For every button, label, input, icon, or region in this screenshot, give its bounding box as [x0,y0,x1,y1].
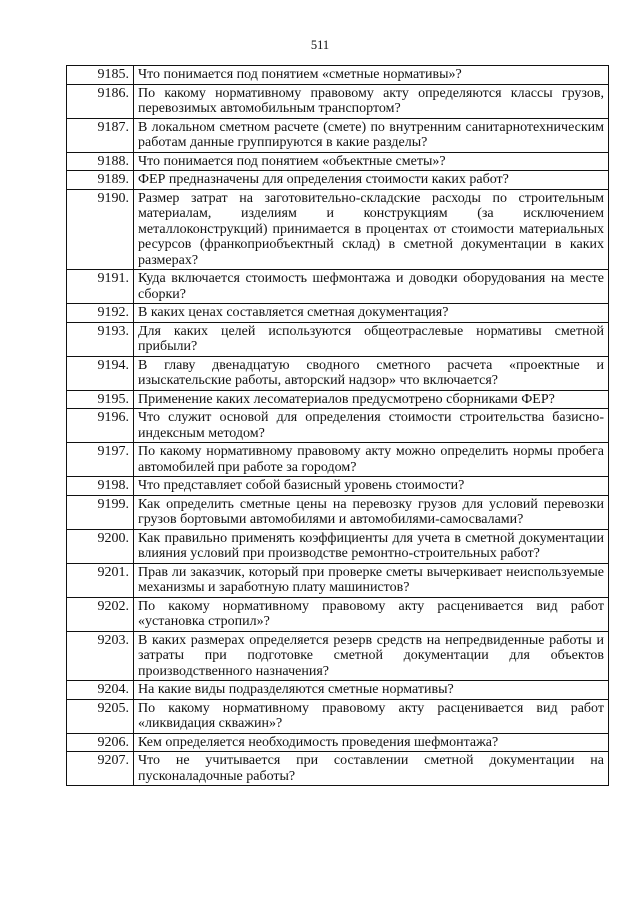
question-text: Что не учитывается при составлении сметной документации на пусконаладочные работы? [134,752,609,786]
question-text: Что понимается под понятием «объектные сметы»? [134,152,609,171]
question-text: В каких размерах определяется резерв средств на непредвиденные работы и затраты при подготовке сметной документации для объектов производственного назначения? [134,631,609,681]
question-number: 9204. [67,681,134,700]
table-row [67,189,609,270]
question-number: 9202. [67,597,134,631]
question-text: Прав ли заказчик, который при проверке сметы вычеркивает неиспользуемые механизмы и заработную плату машинистов? [134,563,609,597]
table-row [67,322,609,356]
table-row [67,443,609,477]
question-number: 9198. [67,477,134,496]
table-row [67,390,609,409]
question-text: В главу двенадцатую сводного сметного расчета «проектные и изыскательские работы, авторский надзор» что включается? [134,356,609,390]
table-row [67,118,609,152]
question-text: В каких ценах составляется сметная документация? [134,304,609,323]
question-text: В локальном сметном расчете (смете) по внутренним санитарнотехническим работам данные группируются в какие разделы? [134,118,609,152]
question-text: По какому нормативному правовому акту расценивается вид работ «ликвидация скважин»? [134,699,609,733]
question-number: 9186. [67,84,134,118]
table-row [67,631,609,681]
question-text: Что служит основой для определения стоимости строительства базисно-индексным методом? [134,409,609,443]
question-number: 9196. [67,409,134,443]
question-text: Что представляет собой базисный уровень стоимости? [134,477,609,496]
question-number: 9203. [67,631,134,681]
question-text: Размер затрат на заготовительно-складские расходы по строительным материалам, изделиям и конструкциям (за исключением металлоконструкций) принимается в процентах от стоимости материальных ресурсов (франкоприобъектный склад) в сметной документации в каких размерах? [134,189,609,270]
table-row [67,152,609,171]
table-row [67,529,609,563]
question-number: 9200. [67,529,134,563]
table-row [67,270,609,304]
table-row [67,84,609,118]
question-text: Куда включается стоимость шефмонтажа и доводки оборудования на месте сборки? [134,270,609,304]
table-row [67,171,609,190]
question-text: Применение каких лесоматериалов предусмотрено сборниками ФЕР? [134,390,609,409]
table-row [67,699,609,733]
question-number: 9192. [67,304,134,323]
question-text: По какому нормативному правовому акту расценивается вид работ «установка стропил»? [134,597,609,631]
question-text: Кем определяется необходимость проведения шефмонтажа? [134,733,609,752]
question-number: 9194. [67,356,134,390]
question-number: 9193. [67,322,134,356]
question-text: Как правильно применять коэффициенты для учета в сметной документации влияния условий при производстве ремонтно-строительных работ? [134,529,609,563]
questions-table-body [67,66,609,786]
question-number: 9201. [67,563,134,597]
table-row [67,681,609,700]
questions-table [66,65,609,786]
question-text: Что понимается под понятием «сметные нормативы»? [134,66,609,85]
question-text: По какому нормативному правовому акту можно определить нормы пробега автомобилей при работе за городом? [134,443,609,477]
question-number: 9189. [67,171,134,190]
table-row [67,597,609,631]
page-number: 511 [310,38,330,52]
table-row [67,304,609,323]
question-number: 9197. [67,443,134,477]
table-row [67,356,609,390]
question-text: На какие виды подразделяются сметные нормативы? [134,681,609,700]
question-text: ФЕР предназначены для определения стоимости каких работ? [134,171,609,190]
question-number: 9206. [67,733,134,752]
question-number: 9199. [67,495,134,529]
question-number: 9195. [67,390,134,409]
question-number: 9205. [67,699,134,733]
question-number: 9191. [67,270,134,304]
question-number: 9187. [67,118,134,152]
table-row [67,66,609,85]
question-number: 9188. [67,152,134,171]
table-row [67,752,609,786]
question-number: 9190. [67,189,134,270]
table-row [67,733,609,752]
question-text: Как определить сметные цены на перевозку грузов для условий перевозки грузов бортовыми автомобилями и автомобилями-самосвалами? [134,495,609,529]
table-row [67,409,609,443]
question-text: Для каких целей используются общеотраслевые нормативы сметной прибыли? [134,322,609,356]
question-number: 9207. [67,752,134,786]
table-row [67,495,609,529]
question-number: 9185. [67,66,134,85]
question-text: По какому нормативному правовому акту определяются классы грузов, перевозимых автомобильным транспортом? [134,84,609,118]
table-row [67,477,609,496]
table-row [67,563,609,597]
